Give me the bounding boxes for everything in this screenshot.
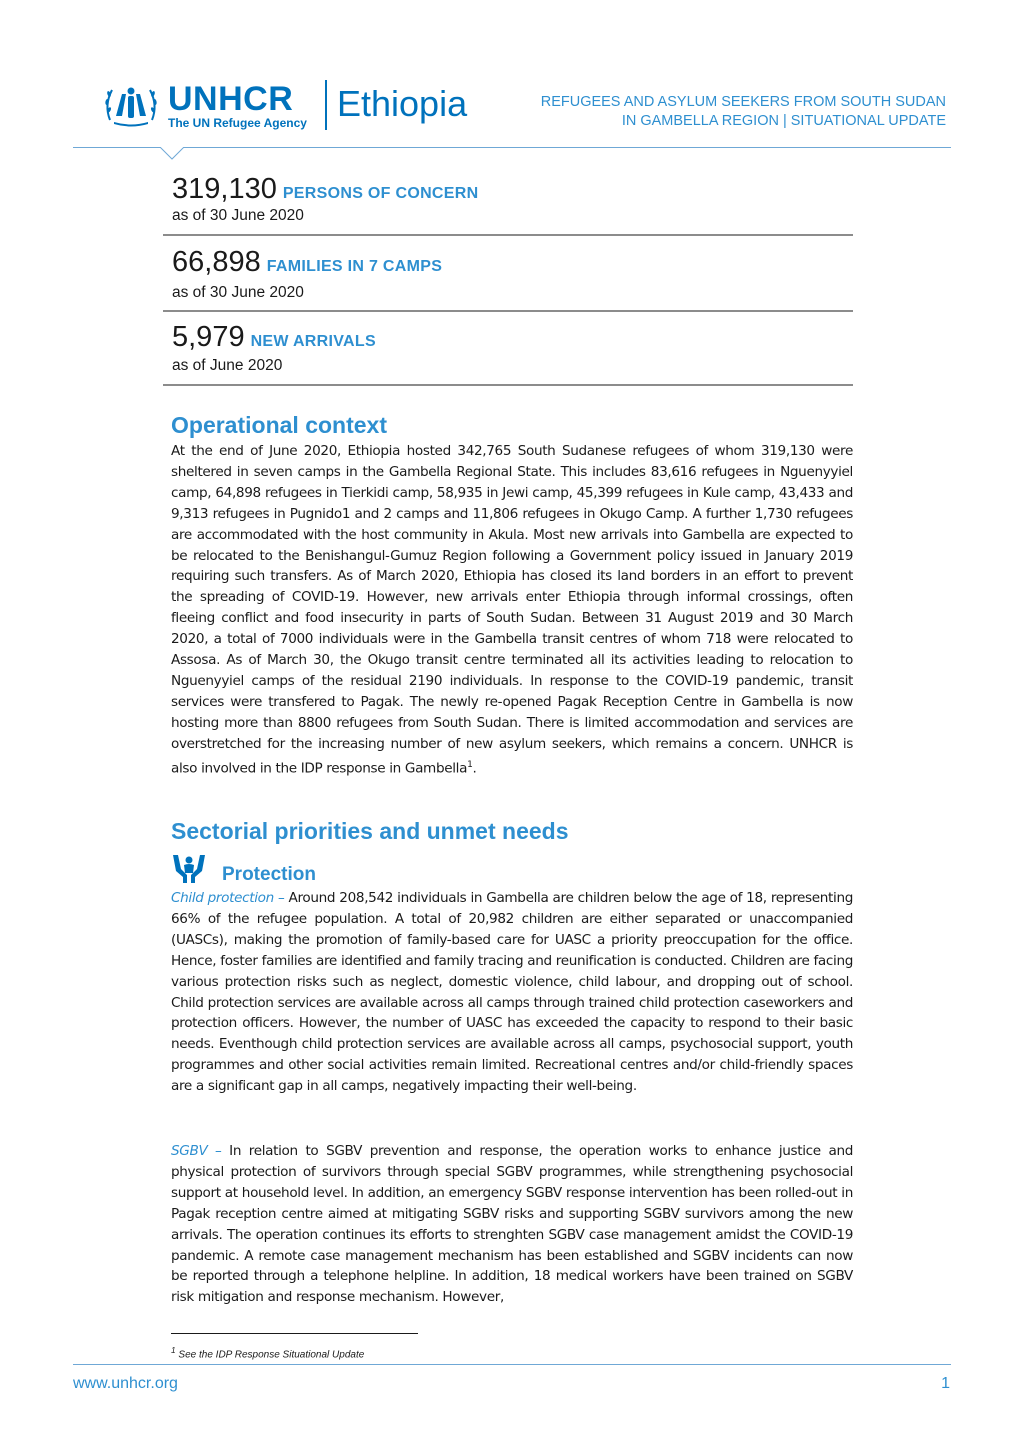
key-figure-label: FAMILIES IN 7 CAMPS xyxy=(266,258,443,275)
sgbv-lead: SGBV – xyxy=(171,1143,222,1159)
key-figure-date: as of 30 June 2020 xyxy=(172,284,304,301)
document-title-line-1: REFUGEES AND ASYLUM SEEKERS FROM SOUTH SUDAN xyxy=(540,94,946,110)
footnote-text: See the IDP Response Situational Update xyxy=(178,1349,365,1361)
sgbv-paragraph xyxy=(171,1141,853,1308)
sgbv-text: In relation to SGBV prevention and response, the operation works to enhance justice and physical protection of survivors through special SGBV programmes, while strengthening psychosocial support at household level. In addition, an emergency SGBV response intervention has been rolled-out in Pagak reception centre aimed at mitigating SGBV risks and supporting SGBV survivors among the new arrivals. The operation continues its efforts to strenghten SGBV case management amidst the COVID-19 pandemic. A remote case management mechanism has been established and SGBV incidents can now be reported through a telephone helpline. In addition, 18 medical workers have been trained on SGBV risk mitigation and response mechanism. However, xyxy=(171,1143,853,1306)
sectorial-priorities-heading: Sectorial priorities and unmet needs xyxy=(171,818,569,844)
child-protection-text: Around 208,542 individuals in Gambella are children below the age of 18, representing 66% of the refugee population. A total of 20,982 children are either separated or unaccompanied (UASCs), making the promotion of family-based care for UASC a priority preoccupation for the office. Hence, foster families are identified and family tracing and reunification is conducted. Children are facing various protection risks such as neglect, domestic violence, child labour, and dropping out of school. Child protection services are available across all camps through trained child protection caseworkers and protection officers. However, the number of UASC has exceeded the capacity to respond to their basic needs. Eventhough child protection services are available across all camps, psychosocial support, youth programmes and other social activities remain limited. Recreational centres and/or child-friendly spaces are a significant gap in all camps, negatively impacting their well-being. xyxy=(171,890,853,1095)
country-name: Ethiopia xyxy=(337,83,468,124)
unhcr-emblem-icon xyxy=(102,80,160,130)
key-figure-label: PERSONS OF CONCERN xyxy=(282,185,479,202)
key-figure-divider xyxy=(163,310,853,312)
document-title xyxy=(541,93,946,131)
operational-context-heading: Operational context xyxy=(171,412,387,438)
key-figure-divider xyxy=(163,234,853,236)
footnote-mark: 1 xyxy=(171,1345,176,1355)
document-title-line-2: IN GAMBELLA REGION | SITUATIONAL UPDATE xyxy=(621,113,946,129)
sentence-end: . xyxy=(472,760,477,777)
page-number: 1 xyxy=(941,1375,950,1392)
protection-heading: Protection xyxy=(222,864,316,885)
key-figure-date: as of 30 June 2020 xyxy=(172,207,304,224)
footnote xyxy=(171,1345,364,1360)
key-figure-value: 5,979 xyxy=(172,321,245,353)
key-figure-value: 66,898 xyxy=(172,246,261,278)
key-figure-label: NEW ARRIVALS xyxy=(250,333,376,350)
footer-website-link[interactable]: www.unhcr.org xyxy=(73,1375,178,1392)
key-figure-new-arrivals xyxy=(163,321,853,375)
key-figure-value: 319,130 xyxy=(172,173,277,205)
operational-context-text xyxy=(171,441,853,779)
logo-wordmark: UNHCR xyxy=(168,80,294,118)
operational-context-body: At the end of June 2020, Ethiopia hosted 342,765 South Sudanese refugees of whom 319,130 were sheltered in seven camps in the Gambella Regional State. This includes 83,616 refugees in Nguenyyiel camp, 64,898 refugees in Tierkidi camp, 58,935 in Jewi camp, 45,399 refugees in Kule camp, 43,433 and 9,313 refugees in Pugnido1 and 2 camps and 11,806 refugees in Okugo Camp. A further 1,730 refugees are accommodated with the host community in Akula. Most new arrivals into Gambella are expected to be relocated to the Benishangul-Gumuz Region following a Government policy issued in January 2019 requiring such transfers. As of March 2020, Ethiopia has closed its land borders in an effort to prevent the spreading of COVID-19. However, new arrivals enter Ethiopia through informal crossings, often fleeing conflict and food insecurity in parts of South Sudan. Between 31 August 2019 and 30 March 2020, a total of 7000 individuals were in the Gambella transit centres of whom 718 were relocated to Assosa. As of March 30, the Okugo transit centre terminated all its activities leading to relocation to Nguenyyiel camps of the residual 2190 individuals. In response to the COVID-19 pandemic, transit services were transfered to Pagak. The newly re-opened Pagak Reception Centre in Gambella is now hosting more than 8800 refugees from South Sudan. There is limited accommodation and services are overstretched for the increasing number of new asylum seekers, which remains a concern. UNHCR is also involved in the IDP response in Gambella xyxy=(171,443,853,777)
logo-divider xyxy=(325,80,327,130)
key-figure-persons-of-concern xyxy=(163,173,853,225)
footnote-divider xyxy=(171,1333,418,1334)
protection-hands-icon xyxy=(171,853,207,883)
footnote-reference[interactable]: 1 xyxy=(467,759,473,770)
footer-divider xyxy=(73,1364,951,1365)
key-figure-date: as of June 2020 xyxy=(172,357,283,374)
key-figure-divider xyxy=(163,384,853,386)
page-header xyxy=(0,0,1024,160)
child-protection-paragraph xyxy=(171,888,853,1097)
header-notch-icon xyxy=(160,147,184,161)
logo-tagline: The UN Refugee Agency xyxy=(168,116,307,130)
key-figure-families xyxy=(163,246,853,302)
child-protection-lead: Child protection – xyxy=(171,890,285,906)
header-divider xyxy=(73,147,951,148)
